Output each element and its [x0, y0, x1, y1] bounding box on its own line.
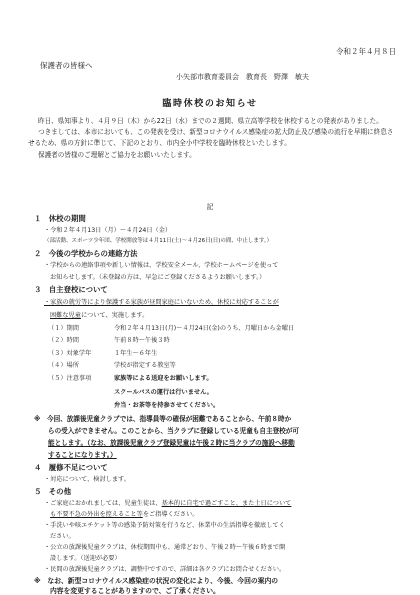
section-5-text: ・ご家庭におかれましては、児童生徒は、	[44, 500, 162, 507]
sender: 小矢部市教育委員会 教育長 野澤 敏夫	[176, 73, 309, 81]
intro-paragraph: 保護者の皆様のご理解とご協力をお願いいたします。	[38, 150, 196, 159]
section-5-line: ・手洗いや咳エチケット等の感染予防対策を行うなど、休業中の生活指導を徹底してく	[44, 522, 285, 529]
section-1-heading: １ 休校の期間	[34, 214, 86, 223]
section-5-heading: ５ その他	[34, 487, 71, 496]
section-3-line: ・家族の就労等により保護する家族が昼間家庭にいないため、休校に対応することが	[44, 299, 279, 306]
final-notice-line: ※ なお、新型コロナウイルス感染症の状況の変化により、今後、今回の案内の	[34, 577, 279, 585]
intro-text	[28, 116, 398, 161]
section-4-heading: ４ 履修不足について	[34, 463, 108, 472]
section-5-text: をご指導ください。	[142, 511, 199, 518]
section-5-line: ・公立の放課後児童クラブは、休校期間中も、通常どおり、午後２時～午後６時まで開	[44, 544, 286, 551]
section-5-line: ださい。	[50, 533, 75, 540]
final-notice-line: 内容を変更することがありますので、ご了承ください。	[50, 587, 220, 595]
section-3-heading: ３ 自主登校について	[34, 285, 108, 294]
notice-line: ※ 今回、放課後児童クラブでは、指導員等の確保が困難であることから、午前８時か	[34, 415, 292, 423]
section-3-line	[50, 310, 148, 319]
underlined-text: 困難な児童	[50, 312, 81, 319]
notice-line: らの受入ができません。このことから、当クラブに登録している児童も自主登校が可	[48, 427, 299, 435]
section-5-line: ・民間の放課後児童クラブは、調整中ですので、詳細は各クラブにお問合せください。	[44, 566, 286, 573]
schedule-value: 令和２年４月13日(月)～４月24日(金)のうち、月曜日から金曜日	[114, 325, 295, 332]
section-5-line	[44, 498, 291, 507]
section-1-line: ・令和２年４月13日（月）～４月24日（金）	[44, 227, 172, 234]
section-5-line	[50, 509, 199, 518]
note-line: 弁当・お茶等を持参させてください。	[114, 402, 220, 409]
schedule-value: 学校が指定する教室等	[114, 362, 176, 370]
schedule-value: １年生～６年生	[114, 349, 158, 357]
schedule-key: （３）対象学年	[48, 349, 92, 357]
document-date: 令和２年４月８日	[336, 47, 396, 56]
schedule-key: （５）注意事項	[48, 374, 92, 382]
schedule-value: 午前８時～午後３時	[114, 337, 170, 345]
schedule-key: （２）時間	[48, 337, 79, 345]
addressee: 保護者の皆様へ	[40, 61, 93, 70]
note-line: スクールバスの運行は行いません。	[114, 389, 213, 396]
underlined-text: 基本的に自宅で過ごすこと、また土日について	[161, 500, 292, 507]
schedule-value: 家族等による送迎をお願いします。	[114, 374, 213, 382]
notice-line: 能とします。（なお、放課後児童クラブ登録児童は午後２時に当クラブの施設へ移動	[48, 439, 295, 447]
section-2-line: ・学校からの連絡事項や新しい情報は、学校安全メール、学校ホームページを使って	[44, 262, 279, 269]
section-4-line: ・対応について、検討します。	[44, 476, 130, 483]
ki-marker: 記	[206, 203, 214, 211]
schedule-key: （４）場所	[48, 362, 79, 370]
notice-line: することになります。）	[48, 451, 117, 459]
document-title: 臨時休校のお知らせ	[162, 99, 258, 109]
schedule-key: （１）期間	[48, 325, 79, 332]
underlined-text: も不要不急の外出を控えること等	[50, 511, 143, 518]
section-2-line: お知らせします。（未登録の方は、早急にご登録くださるようお願いします。）	[50, 274, 266, 281]
section-2-heading: ２ 今後の学校からの連絡方法	[34, 249, 138, 258]
section-5-line: 設します。（送迎が必要）	[50, 555, 121, 562]
section-3-text: について、実施します。	[80, 312, 149, 319]
intro-paragraph: つきましては、本市においても、この発表を受け、新型コロナウイルス感染症の拡大防止及び感染の流行を早期に終息させるため、県の方針に準じて、下記のとおり、市内全小中学校を臨時休校といたします。	[28, 128, 394, 148]
intro-paragraph: 昨日、県知事より、４月９日（木）から22日（水）までの２週間、県立高等学校を休校するとの発表がありました。	[38, 117, 383, 125]
section-1-line: （部活動、スポーツ少年団、学校開放等は４月11日(土)～４月26日(日)の間、中止します。）	[44, 238, 273, 244]
